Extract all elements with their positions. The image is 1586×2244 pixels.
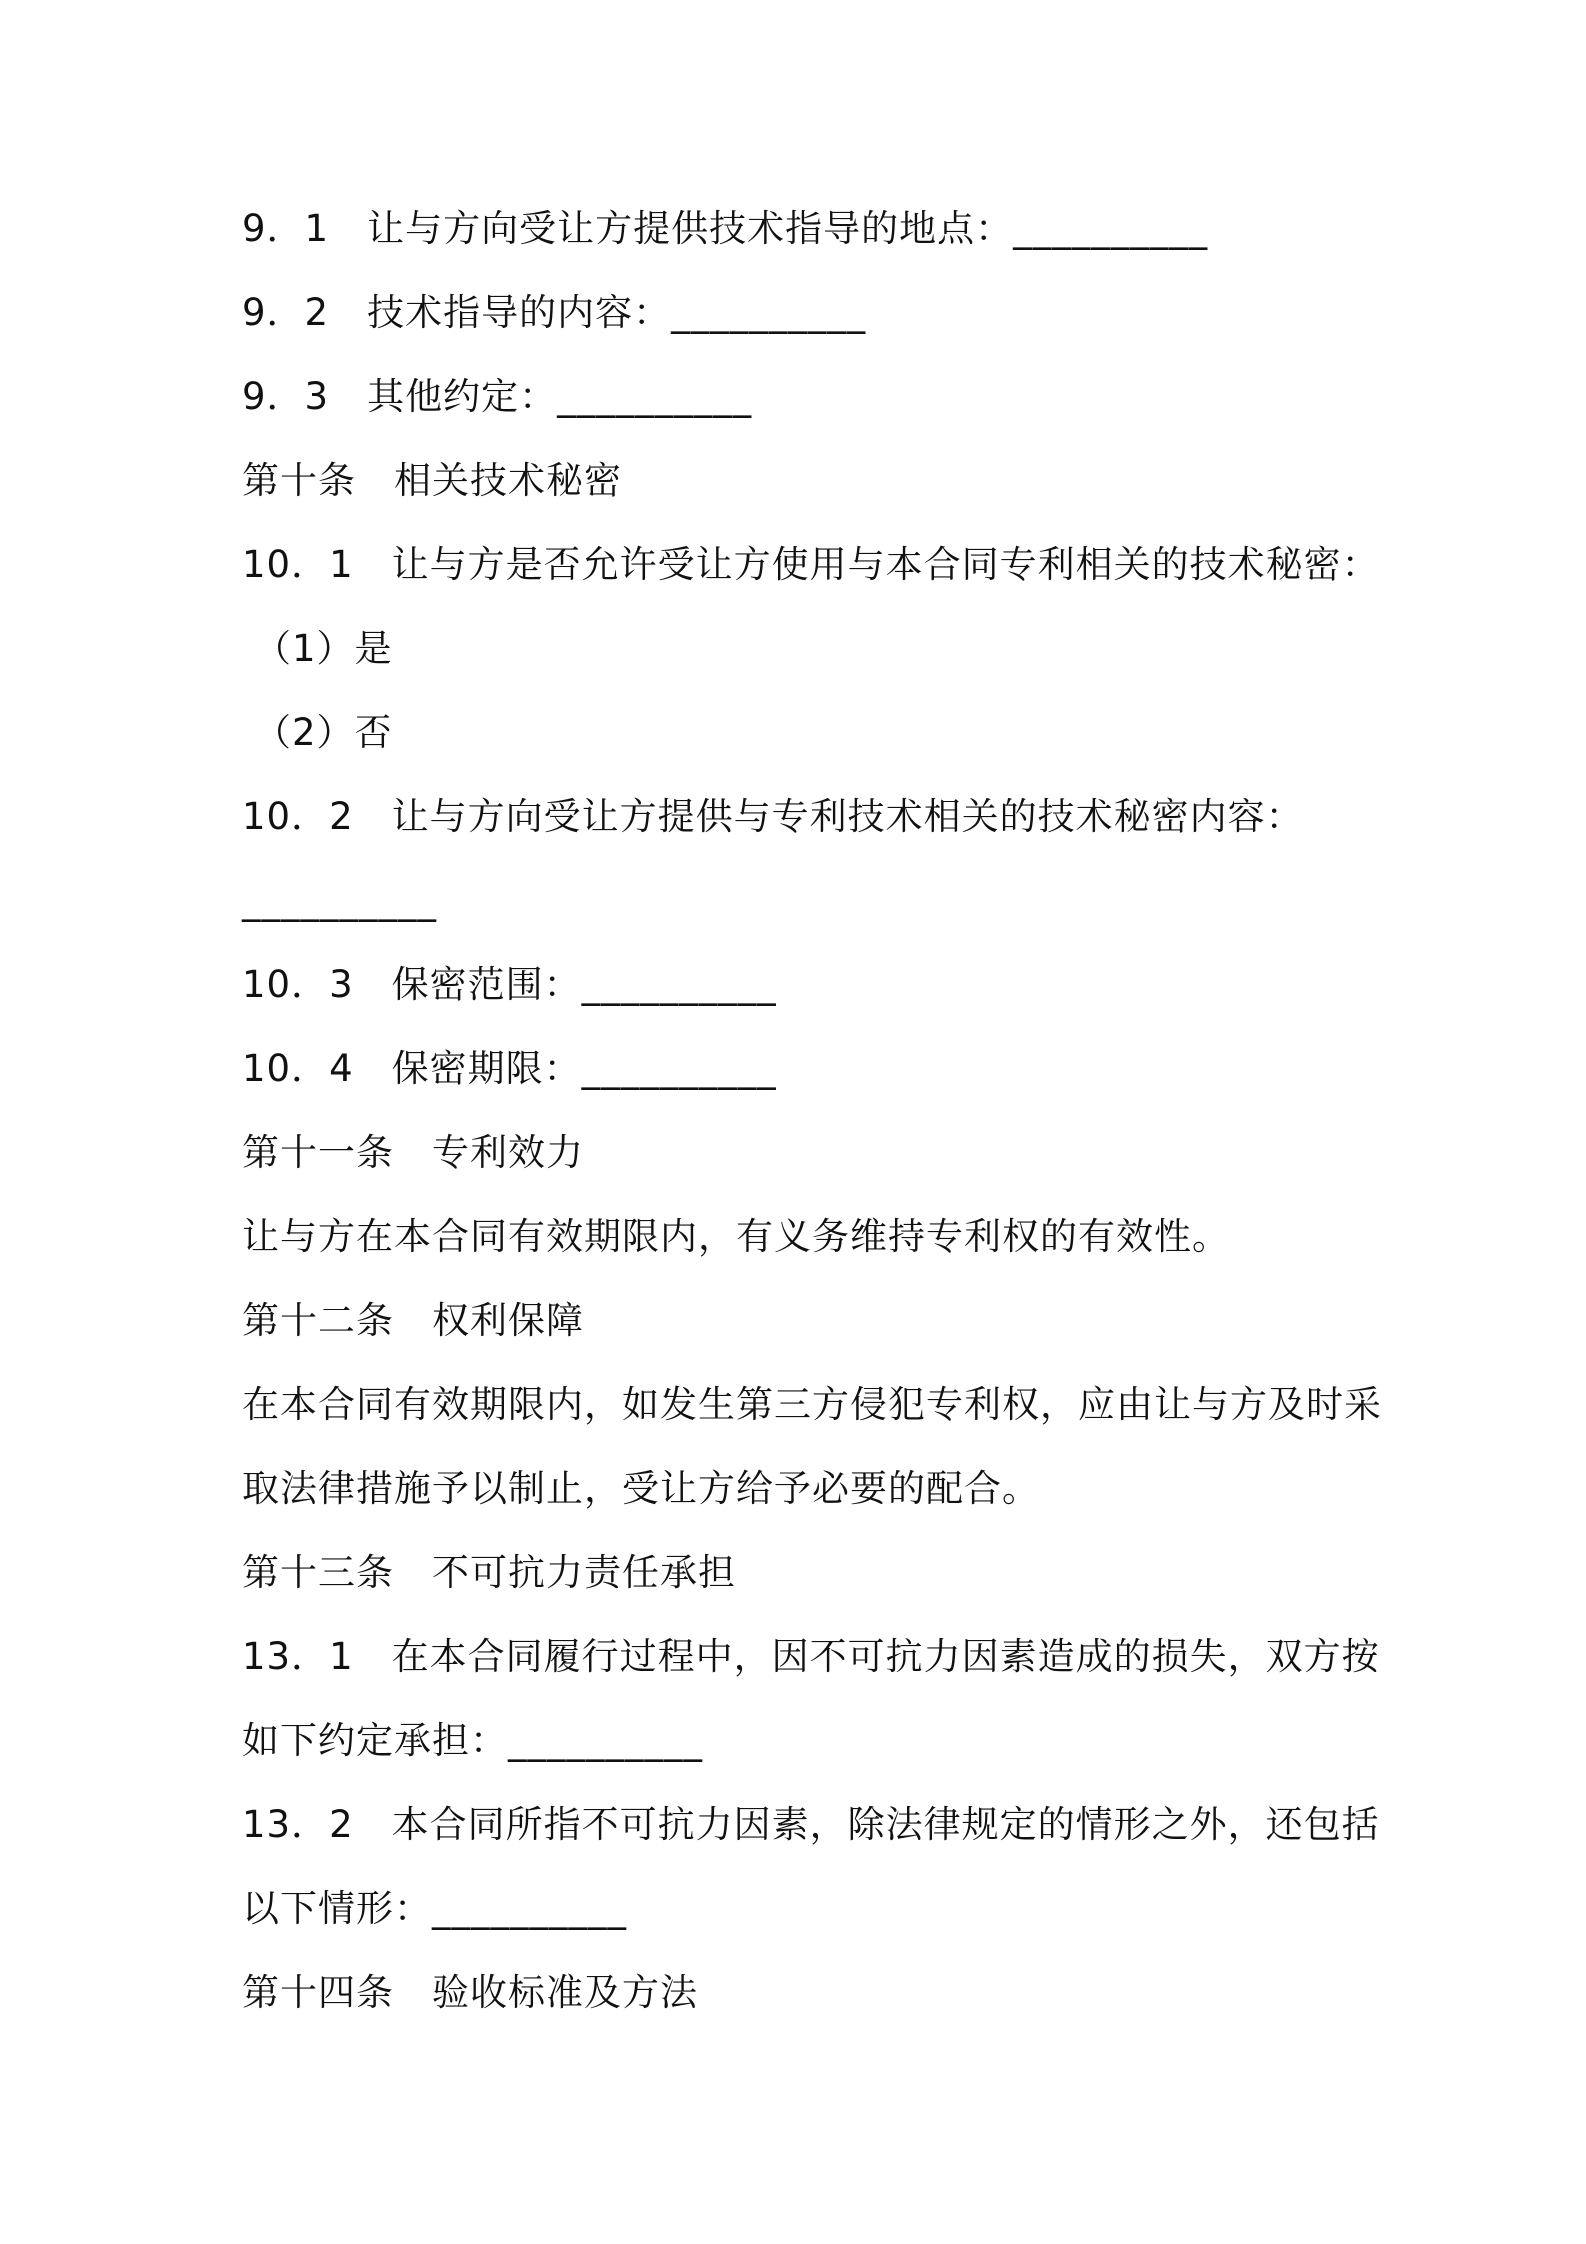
clause-13-2-line-2: 以下情形：__________ [242, 1887, 627, 1930]
clause-13-2-line-1: 13．2 本合同所指不可抗力因素，除法律规定的情形之外，还包括 [242, 1803, 1380, 1846]
clause-9-3: 9．3 其他约定：__________ [242, 375, 753, 418]
option-1: （1）是 [254, 627, 393, 670]
article-12-heading: 第十二条 权利保障 [242, 1299, 584, 1342]
option-2: （2）否 [254, 711, 393, 754]
article-12-text-line-1: 在本合同有效期限内，如发生第三方侵犯专利权，应由让与方及时采 [242, 1383, 1382, 1426]
clause-9-1: 9．1 让与方向受让方提供技术指导的地点：__________ [242, 207, 1209, 250]
article-12-text-line-2: 取法律措施予以制止，受让方给予必要的配合。 [242, 1467, 1040, 1510]
article-11-heading: 第十一条 专利效力 [242, 1131, 584, 1174]
clause-10-2: 10．2 让与方向受让方提供与专利技术相关的技术秘密内容： [242, 795, 1304, 838]
article-14-heading: 第十四条 验收标准及方法 [242, 1971, 698, 2014]
article-11-text: 让与方在本合同有效期限内，有义务维持专利权的有效性。 [242, 1215, 1230, 1258]
clause-10-4: 10．4 保密期限：__________ [242, 1047, 777, 1090]
clause-10-3: 10．3 保密范围：__________ [242, 963, 777, 1006]
clause-10-2-blank: __________ [242, 879, 437, 922]
clause-13-1-line-2: 如下约定承担：__________ [242, 1719, 703, 1762]
article-13-heading: 第十三条 不可抗力责任承担 [242, 1551, 736, 1594]
clause-9-2: 9．2 技术指导的内容：__________ [242, 291, 867, 334]
clause-10-1: 10．1 让与方是否允许受让方使用与本合同专利相关的技术秘密： [242, 543, 1380, 586]
article-10-heading: 第十条 相关技术秘密 [242, 459, 622, 502]
clause-13-1-line-1: 13．1 在本合同履行过程中，因不可抗力因素造成的损失，双方按 [242, 1635, 1380, 1678]
